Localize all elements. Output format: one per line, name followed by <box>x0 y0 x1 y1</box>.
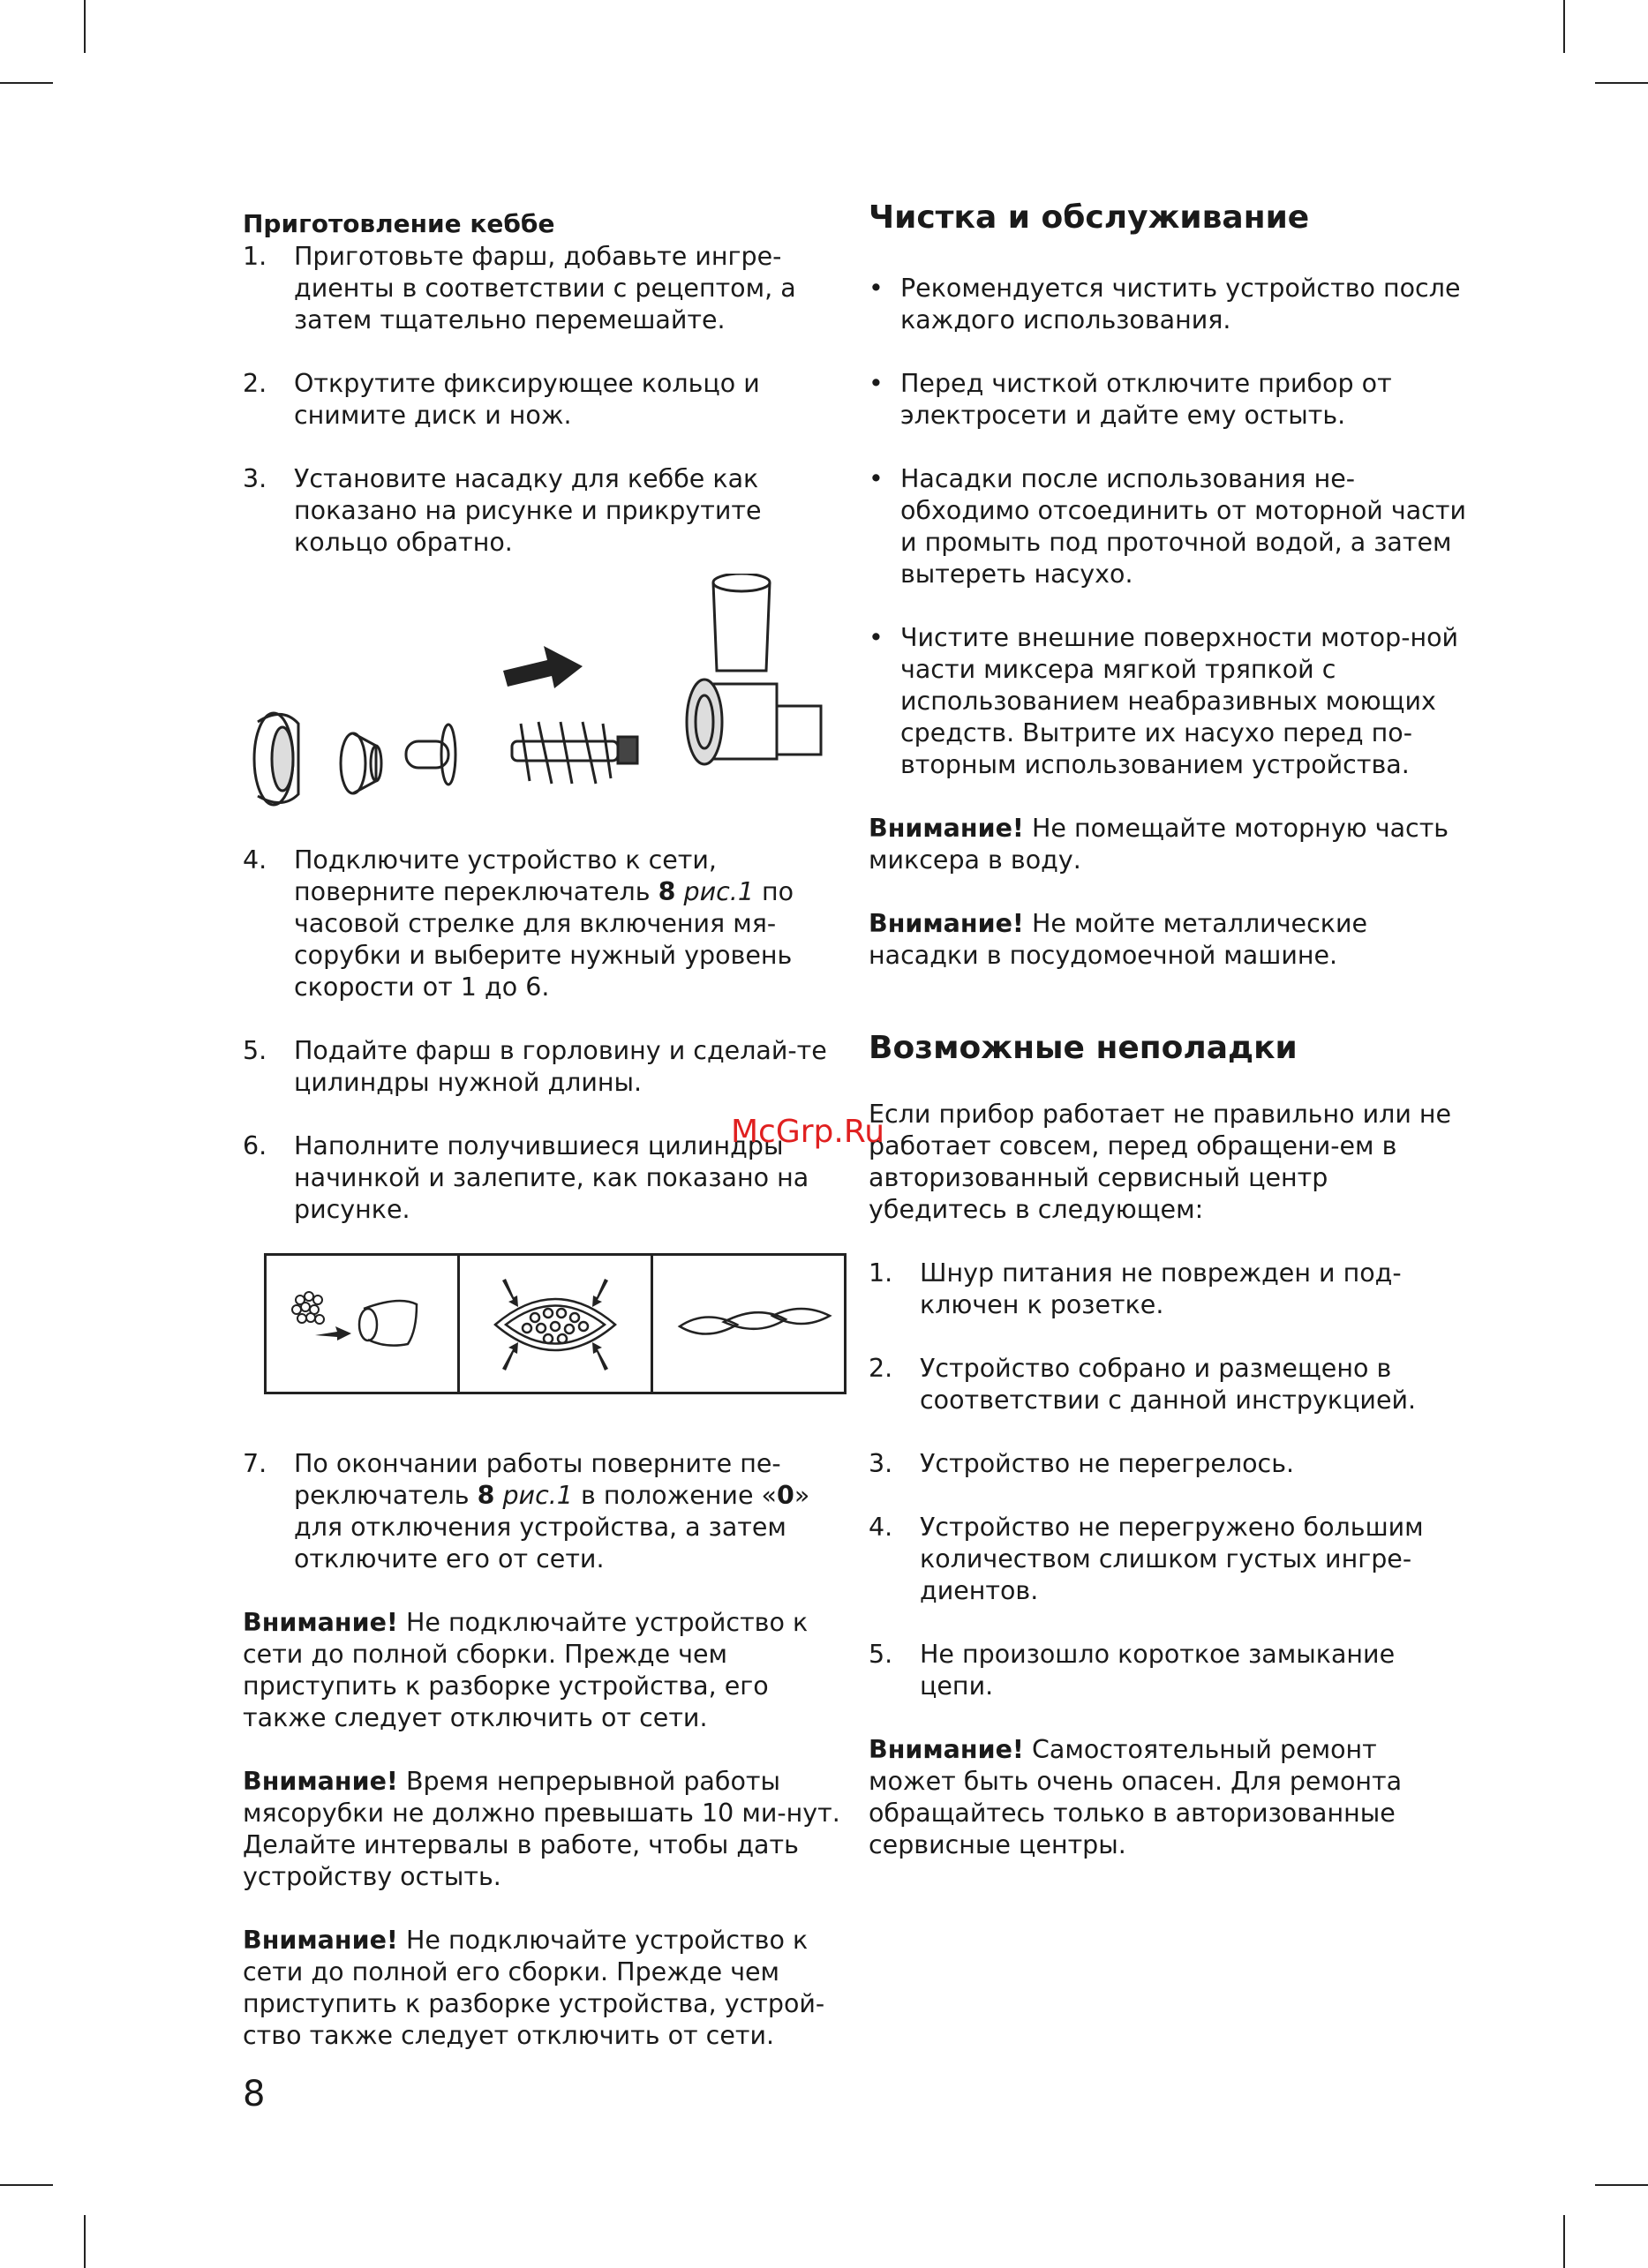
figure-cell-filling <box>267 1256 460 1392</box>
warning-label: Внимание! <box>243 1608 398 1637</box>
arrow-right-icon <box>503 646 583 688</box>
crop-mark <box>1595 82 1648 84</box>
kebbe-nozzle-icon <box>406 725 455 785</box>
warning-text: Не подключайте устройство к сети до полной его сборки. Прежде чем приступить к разборке устройства, устрой-ство также следует отключить от сети. <box>243 1926 825 2050</box>
warning-text: Не мойте металлические насадки в посудомоечной машине. <box>869 909 1368 970</box>
switch-ref-number: 8 <box>658 877 676 906</box>
bullet-4 <box>869 622 1469 781</box>
watermark: McGrp.Ru <box>731 1114 885 1150</box>
step-number: 3. <box>243 464 267 493</box>
step-3 <box>243 463 852 559</box>
bullet-dot-icon: • <box>869 623 884 652</box>
check-4 <box>869 1512 1469 1607</box>
step-text: по часовой стрелке для включения мя-сорубки и выберите нужный уровень скорости от 1 до 6. <box>294 877 794 1002</box>
crop-mark <box>1563 0 1565 53</box>
step-5 <box>243 1035 852 1099</box>
bullet-text: Рекомендуется чистить устройство после каждого использования. <box>900 274 1461 334</box>
step-text: По окончании работы поверните пе-реключатель <box>294 1449 781 1510</box>
arrow-right-icon <box>315 1326 351 1341</box>
check-3 <box>869 1448 1469 1480</box>
warning-dishwasher <box>869 908 1469 972</box>
cone-piece-icon <box>341 733 381 793</box>
warning-label: Внимание! <box>243 1926 398 1955</box>
forming-steps-figure <box>264 1253 847 1394</box>
kebbe-attachment-illustration <box>247 574 847 812</box>
step-2 <box>243 368 852 432</box>
check-number: 1. <box>869 1258 893 1288</box>
crop-mark <box>1595 2184 1648 2186</box>
check-text: Устройство не перегрелось. <box>920 1449 1295 1478</box>
page-number: 8 <box>243 2074 266 2114</box>
step-text: Наполните получившиеся цилиндры начинкой и залепите, как показано на рисунке. <box>294 1131 809 1224</box>
warning-motor <box>869 813 1469 876</box>
bullet-1 <box>869 273 1469 336</box>
warning-text: Не помещайте моторную часть миксера в воду. <box>869 814 1449 875</box>
step-text: Установите насадку для кеббе как показано на рисунке и прикрутите кольцо обратно. <box>294 464 762 557</box>
check-number: 5. <box>869 1640 893 1669</box>
bullet-text: Чистите внешние поверхности мотор-ной части миксера мягкой тряпкой с использованием неабразивных моющих средств. Вытрите их насухо перед по-вторным использованием устройства. <box>900 623 1459 779</box>
crop-mark <box>1563 2215 1565 2268</box>
crop-mark <box>84 2215 86 2268</box>
warning-text: Время непрерывной работы мясорубки не должно превышать 10 ми-нут. Делайте интервалы в работе, чтобы дать устройству остыть. <box>243 1767 840 1891</box>
step-number: 2. <box>243 369 267 398</box>
troubleshooting-intro: Если прибор работает не правильно или не работает совсем, перед обращени-ем в авторизованный сервисный центр убедитесь в следующем: <box>869 1100 1452 1224</box>
cleaning-title: Чистка и обслуживание <box>869 199 1310 236</box>
step-text: в положение « <box>572 1481 777 1510</box>
bullet-3 <box>869 463 1469 590</box>
filled-shell-icon <box>495 1299 615 1350</box>
warning-label: Внимание! <box>869 909 1024 938</box>
figure-cell-pinching <box>460 1256 653 1392</box>
warning-1 <box>243 1607 852 1734</box>
check-number: 4. <box>869 1513 893 1542</box>
bullet-text: Перед чисткой отключите прибор от электросети и дайте ему остыть. <box>900 369 1392 430</box>
fixing-ring-icon <box>254 713 298 805</box>
step-number: 4. <box>243 845 267 875</box>
check-number: 3. <box>869 1449 893 1478</box>
step-number: 5. <box>243 1036 267 1065</box>
crop-mark <box>0 82 53 84</box>
check-1 <box>869 1258 1469 1321</box>
crop-mark <box>0 2184 53 2186</box>
warning-label: Внимание! <box>869 814 1024 843</box>
warning-text: Самостоятельный ремонт может быть очень опасен. Для ремонта обращайтесь только в авторизованные сервисные центры. <box>869 1735 1403 1859</box>
check-text: Шнур питания не поврежден и под-ключен к розетке. <box>920 1258 1402 1319</box>
step-4 <box>243 845 852 1003</box>
filling-beads-icon <box>292 1292 324 1324</box>
check-2 <box>869 1353 1469 1416</box>
figure-cell-finished <box>653 1256 844 1392</box>
check-text: Не произошло короткое замыкание цепи. <box>920 1640 1396 1701</box>
check-5 <box>869 1639 1469 1702</box>
auger-screw-icon <box>512 722 637 784</box>
step-1 <box>243 241 852 336</box>
switch-ref-number: 8 <box>477 1481 495 1510</box>
zero-position: 0 <box>777 1481 794 1510</box>
bullet-text: Насадки после использования не-обходимо отсоединить от моторной части и промыть под проточной водой, а затем вытереть насухо. <box>900 464 1466 589</box>
warning-label: Внимание! <box>869 1735 1024 1764</box>
figure-ref: рис.1 <box>683 877 754 906</box>
warning-3 <box>243 1925 852 2052</box>
crop-mark <box>84 0 86 53</box>
step-number: 6. <box>243 1131 267 1160</box>
step-number: 1. <box>243 242 267 271</box>
step-text: Открутите фиксирующее кольцо и снимите диск и нож. <box>294 369 760 430</box>
troubleshooting-title: Возможные неполадки <box>869 1030 1298 1066</box>
pinch-arrows-icon <box>502 1279 608 1371</box>
check-text: Устройство собрано и размещено в соответствии с данной инструкцией. <box>920 1354 1417 1415</box>
step-number: 7. <box>243 1449 267 1478</box>
step-text: » для отключения устройства, а затем отключите его от сети. <box>294 1481 810 1573</box>
bullet-dot-icon: • <box>869 464 884 493</box>
check-number: 2. <box>869 1354 893 1383</box>
check-text: Устройство не перегружено большим количеством слишком густых ингре-диентов. <box>920 1513 1424 1605</box>
warning-text: Не подключайте устройство к сети до полной сборки. Прежде чем приступить к разборке устройства, его также следует отключить от сети. <box>243 1608 809 1732</box>
warning-label: Внимание! <box>243 1767 398 1796</box>
kebbe-section-title: Приготовление кеббе <box>243 209 555 238</box>
grinder-body-icon <box>687 574 821 764</box>
step-7 <box>243 1448 852 1575</box>
figure-ref: рис.1 <box>502 1481 573 1510</box>
step-text: Подключите устройство к сети, поверните переключатель <box>294 845 717 906</box>
bullet-dot-icon: • <box>869 274 884 303</box>
meat-cylinder-icon <box>359 1301 417 1346</box>
bullet-dot-icon: • <box>869 369 884 398</box>
finished-kebbe-icon <box>680 1309 830 1334</box>
step-text: Приготовьте фарш, добавьте ингре-диенты в соответствии с рецептом, а затем тщательно перемешайте. <box>294 242 796 334</box>
bullet-2 <box>869 368 1469 432</box>
warning-repair <box>869 1734 1469 1861</box>
step-text: Подайте фарш в горловину и сделай-те цилиндры нужной длины. <box>294 1036 827 1097</box>
warning-2 <box>243 1766 852 1893</box>
